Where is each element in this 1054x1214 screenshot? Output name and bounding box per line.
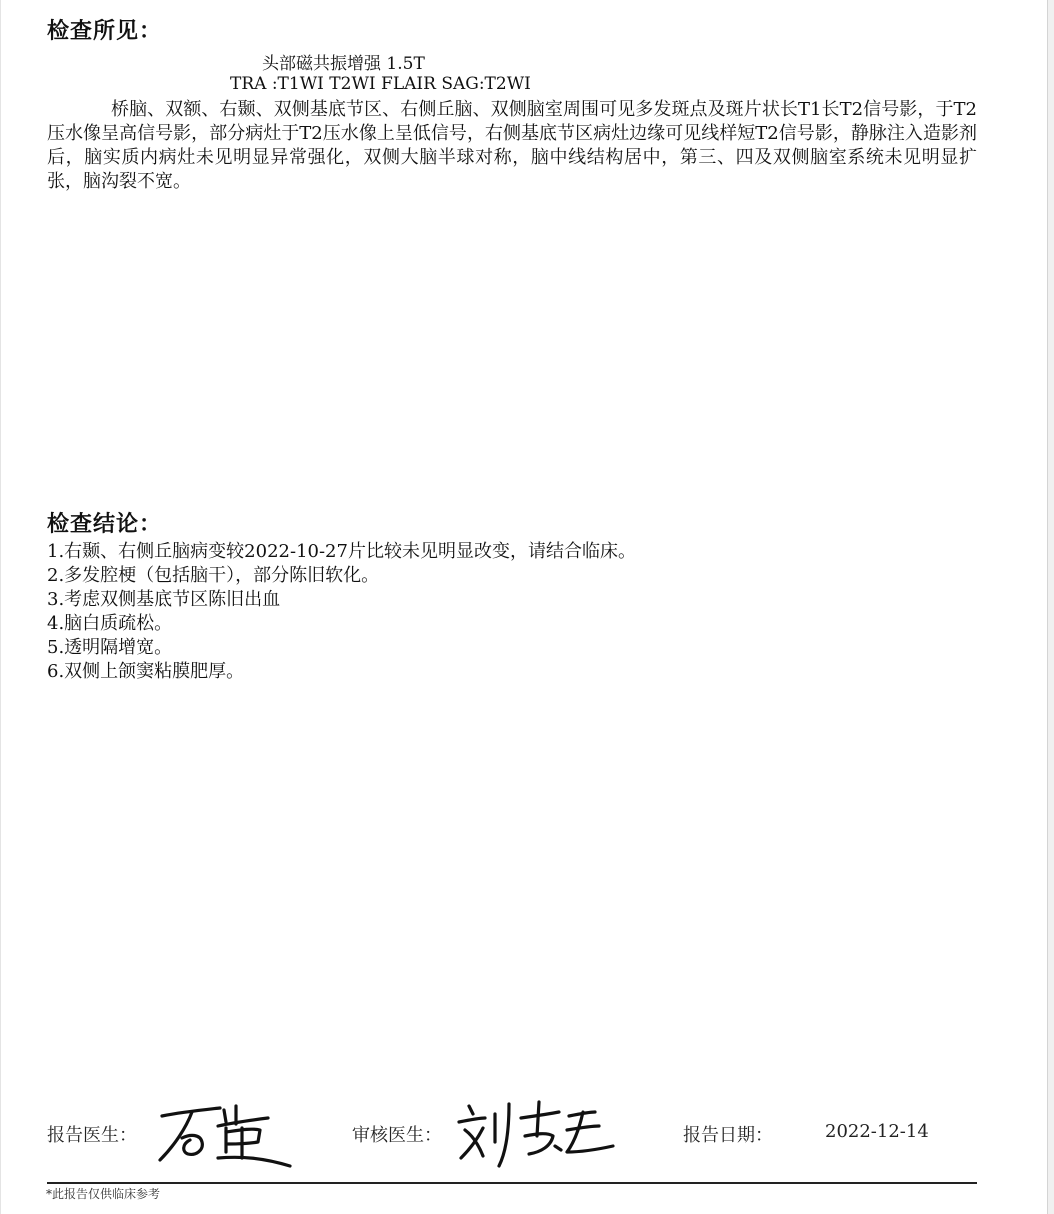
page-right-edge — [1047, 0, 1054, 1214]
conclusion-item: 3.考虑双侧基底节区陈旧出血 — [47, 589, 281, 610]
review-doctor-signature — [455, 1096, 620, 1170]
report-date: 2022-12-14 — [825, 1121, 929, 1142]
exam-title: 头部磁共振增强 1.5T — [262, 54, 425, 74]
findings-text: 桥脑、双额、右颞、双侧基底节区、右侧丘脑、双侧脑室周围可见多发斑点及斑片状长T1长T2信号影，于T2压水像呈高信号影，部分病灶于T2压水像上呈低信号，右侧基底节区病灶边缘可见线样短T2信号影，静脉注入造影剂后，脑实质内病灶未见明显异常强化，双侧大脑半球对称，脑中线结构居中，第三、四及双侧脑室系统未见明显扩张，脑沟裂不宽。 — [47, 99, 977, 192]
conclusion-item: 2.多发腔梗（包括脑干），部分陈旧软化。 — [47, 565, 380, 586]
page-left-edge — [0, 0, 1, 1214]
report-doctor-signature — [152, 1098, 302, 1170]
conclusion-item: 1.右颞、右侧丘脑病变较2022-10-27片比较未见明显改变，请结合临床。 — [47, 541, 636, 562]
conclusion-list — [47, 540, 636, 684]
footer-note: *此报告仅供临床参考 — [46, 1187, 161, 1201]
conclusion-item: 4.脑白质疏松。 — [47, 613, 173, 634]
findings-heading: 检查所见： — [47, 19, 163, 44]
conclusion-heading: 检查结论： — [47, 512, 163, 537]
review-doctor-label: 审核医生： — [352, 1125, 442, 1146]
report-date-label: 报告日期： — [683, 1125, 773, 1146]
report-doctor-label: 报告医生： — [47, 1125, 137, 1146]
footer-divider — [47, 1182, 977, 1184]
conclusion-item: 5.透明隔增宽。 — [47, 637, 173, 658]
conclusion-item: 6.双侧上颌窦粘膜肥厚。 — [47, 661, 245, 682]
exam-sequences: TRA :T1WI T2WI FLAIR SAG:T2WI — [230, 74, 531, 94]
